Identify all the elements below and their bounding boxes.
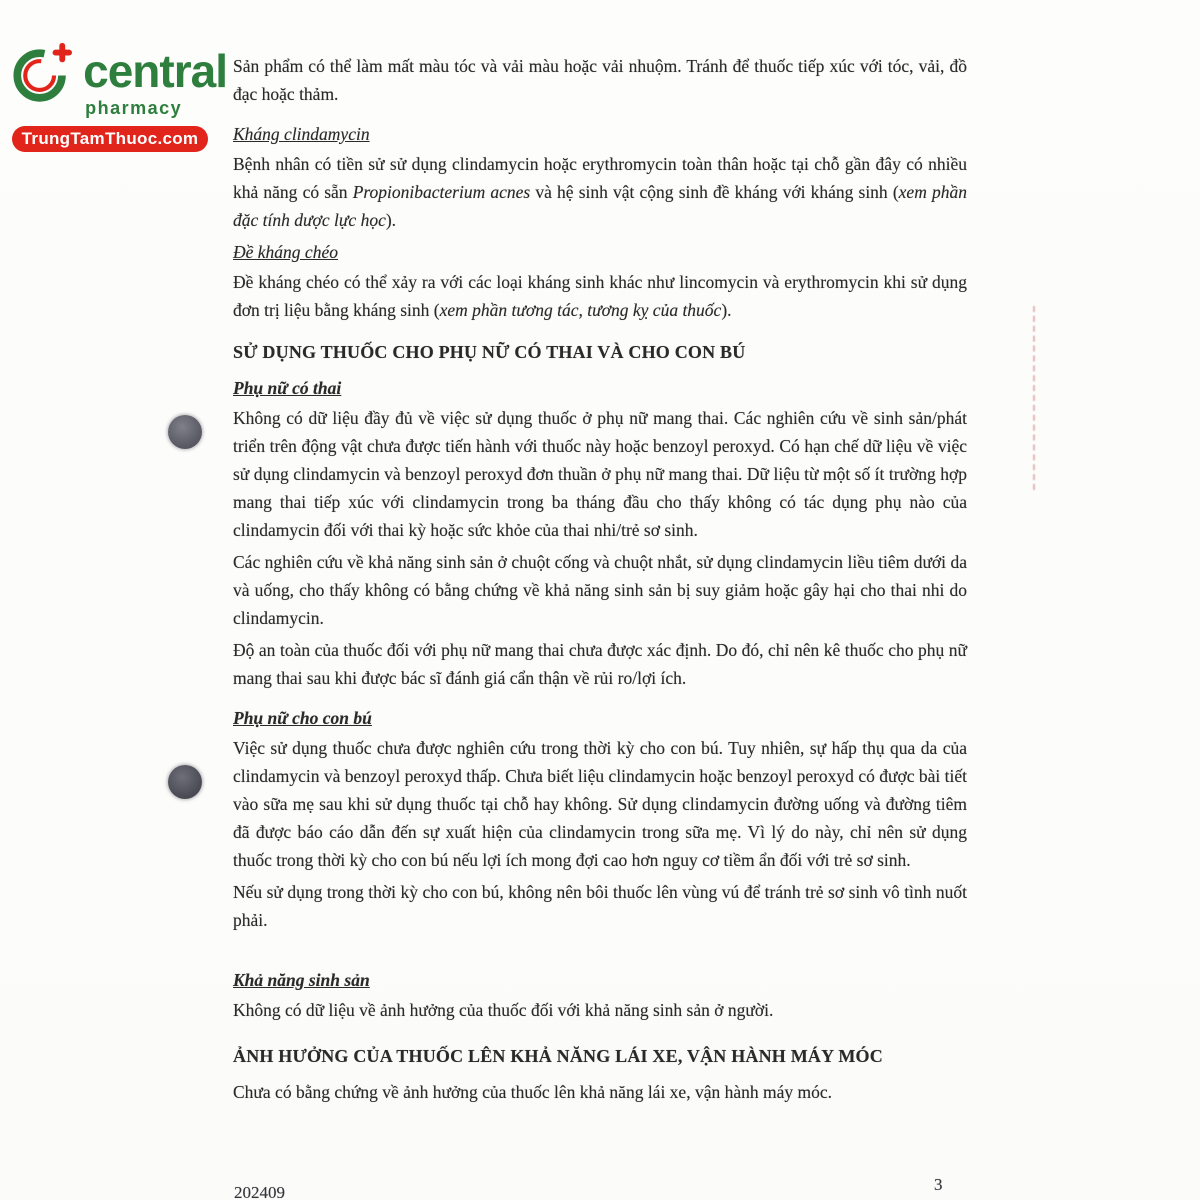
paragraph-pregnant-2: Các nghiên cứu về khả năng sinh sản ở chuột cống và chuột nhắt, sử dụng clindamycin liều tiêm dưới da và uống, cho thấy không có bằng chứng về khả năng sinh sản bị suy giảm hoặc gây hại cho thai nhi do clindamycin.: [233, 552, 967, 628]
red-stamp-artifact: [1033, 306, 1035, 490]
paragraph-nursing-1: Việc sử dụng thuốc chưa được nghiên cứu trong thời kỳ cho con bú. Tuy nhiên, sự hấp thụ qua da của clindamycin và benzoyl peroxyd thấp. Chưa biết liệu clindamycin hoặc benzoyl peroxyd có được bài tiết vào sữa mẹ sau khi sử dụng thuốc tại chỗ hay không. Sử dụng clindamycin đường uống và đường tiêm đã được báo cáo dẫn đến sự xuất hiện của clindamycin trong sữa mẹ. Vì lý do này, chỉ nên sử dụng thuốc trong thời kỳ cho con bú nếu lợi ích mong đợi cao hơn nguy cơ tiềm ẩn đối với trẻ sơ sinh.: [233, 738, 967, 870]
heading-de-khang-cheo: Đề kháng chéo: [233, 242, 338, 262]
paragraph-de-khang-cheo: Đề kháng chéo có thể xảy ra với các loại kháng sinh khác như lincomycin và erythromycin khi sử dụng đơn trị liệu bằng kháng sinh (xem phần tương tác, tương kỵ của thuốc).: [233, 272, 967, 320]
heading-pregnancy-section: SỬ DỤNG THUỐC CHO PHỤ NỮ CÓ THAI VÀ CHO CON BÚ: [233, 342, 746, 362]
document-code: 202409: [234, 1183, 285, 1200]
paragraph-discoloration: Sản phẩm có thể làm mất màu tóc và vải màu hoặc vải nhuộm. Tránh để thuốc tiếp xúc với tóc, vải, đồ đạc hoặc thảm.: [233, 56, 967, 104]
heading-driving-section: ẢNH HƯỞNG CỦA THUỐC LÊN KHẢ NĂNG LÁI XE, VẬN HÀNH MÁY MÓC: [233, 1046, 883, 1066]
document-body: [233, 52, 967, 1110]
page-number: 3: [934, 1175, 943, 1194]
heading-phu-nu-co-thai: Phụ nữ có thai: [233, 378, 342, 398]
paragraph-driving: Chưa có bằng chứng về ảnh hưởng của thuốc lên khả năng lái xe, vận hành máy móc.: [233, 1082, 832, 1102]
paragraph-fertility: Không có dữ liệu về ảnh hưởng của thuốc đối với khả năng sinh sản ở người.: [233, 1000, 774, 1020]
logo-title: central: [83, 45, 227, 97]
hole-punch-bottom: [168, 765, 202, 799]
central-pharmacy-logo: [12, 34, 227, 152]
paragraph-nursing-2: Nếu sử dụng trong thời kỳ cho con bú, không nên bôi thuốc lên vùng vú để tránh trẻ sơ sinh vô tình nuốt phải.: [233, 882, 967, 930]
heading-khang-clindamycin: Kháng clindamycin: [233, 124, 370, 144]
heading-kha-nang-sinh-san: Khả năng sinh sản: [233, 970, 370, 990]
paragraph-pregnant-1: Không có dữ liệu đầy đủ về việc sử dụng thuốc ở phụ nữ mang thai. Các nghiên cứu về sinh sản/phát triển trên động vật chưa được tiến hành với thuốc này hoặc benzoyl peroxyd. Có hạn chế dữ liệu về việc sử dụng clindamycin và benzoyl peroxyd đơn thuần ở phụ nữ mang thai. Dữ liệu từ một số ít trường hợp mang thai tiếp xúc với clindamycin trong ba tháng đầu cho thấy không có tác dụng phụ nào của clindamycin đối với thai kỳ hoặc sức khỏe của thai nhi/trẻ sơ sinh.: [233, 408, 967, 540]
ring-cross-icon: [12, 34, 73, 110]
logo-subtitle: pharmacy: [85, 98, 183, 118]
hole-punch-top: [168, 415, 202, 449]
heading-phu-nu-cho-con-bu: Phụ nữ cho con bú: [233, 708, 372, 728]
banner-trungtamthuoc: TrungTamThuoc.com: [12, 126, 208, 152]
paragraph-khang-clindamycin: Bệnh nhân có tiền sử sử dụng clindamycin hoặc erythromycin toàn thân hoặc tại chỗ gần đây có nhiều khả năng có sẵn Propionibacterium acnes và hệ sinh vật cộng sinh đề kháng với kháng sinh (xem phần đặc tính dược lực học).: [233, 154, 967, 230]
paragraph-pregnant-3: Độ an toàn của thuốc đối với phụ nữ mang thai chưa được xác định. Do đó, chỉ nên kê thuốc cho phụ nữ mang thai sau khi được bác sĩ đánh giá cẩn thận về rủi ro/lợi ích.: [233, 640, 967, 688]
